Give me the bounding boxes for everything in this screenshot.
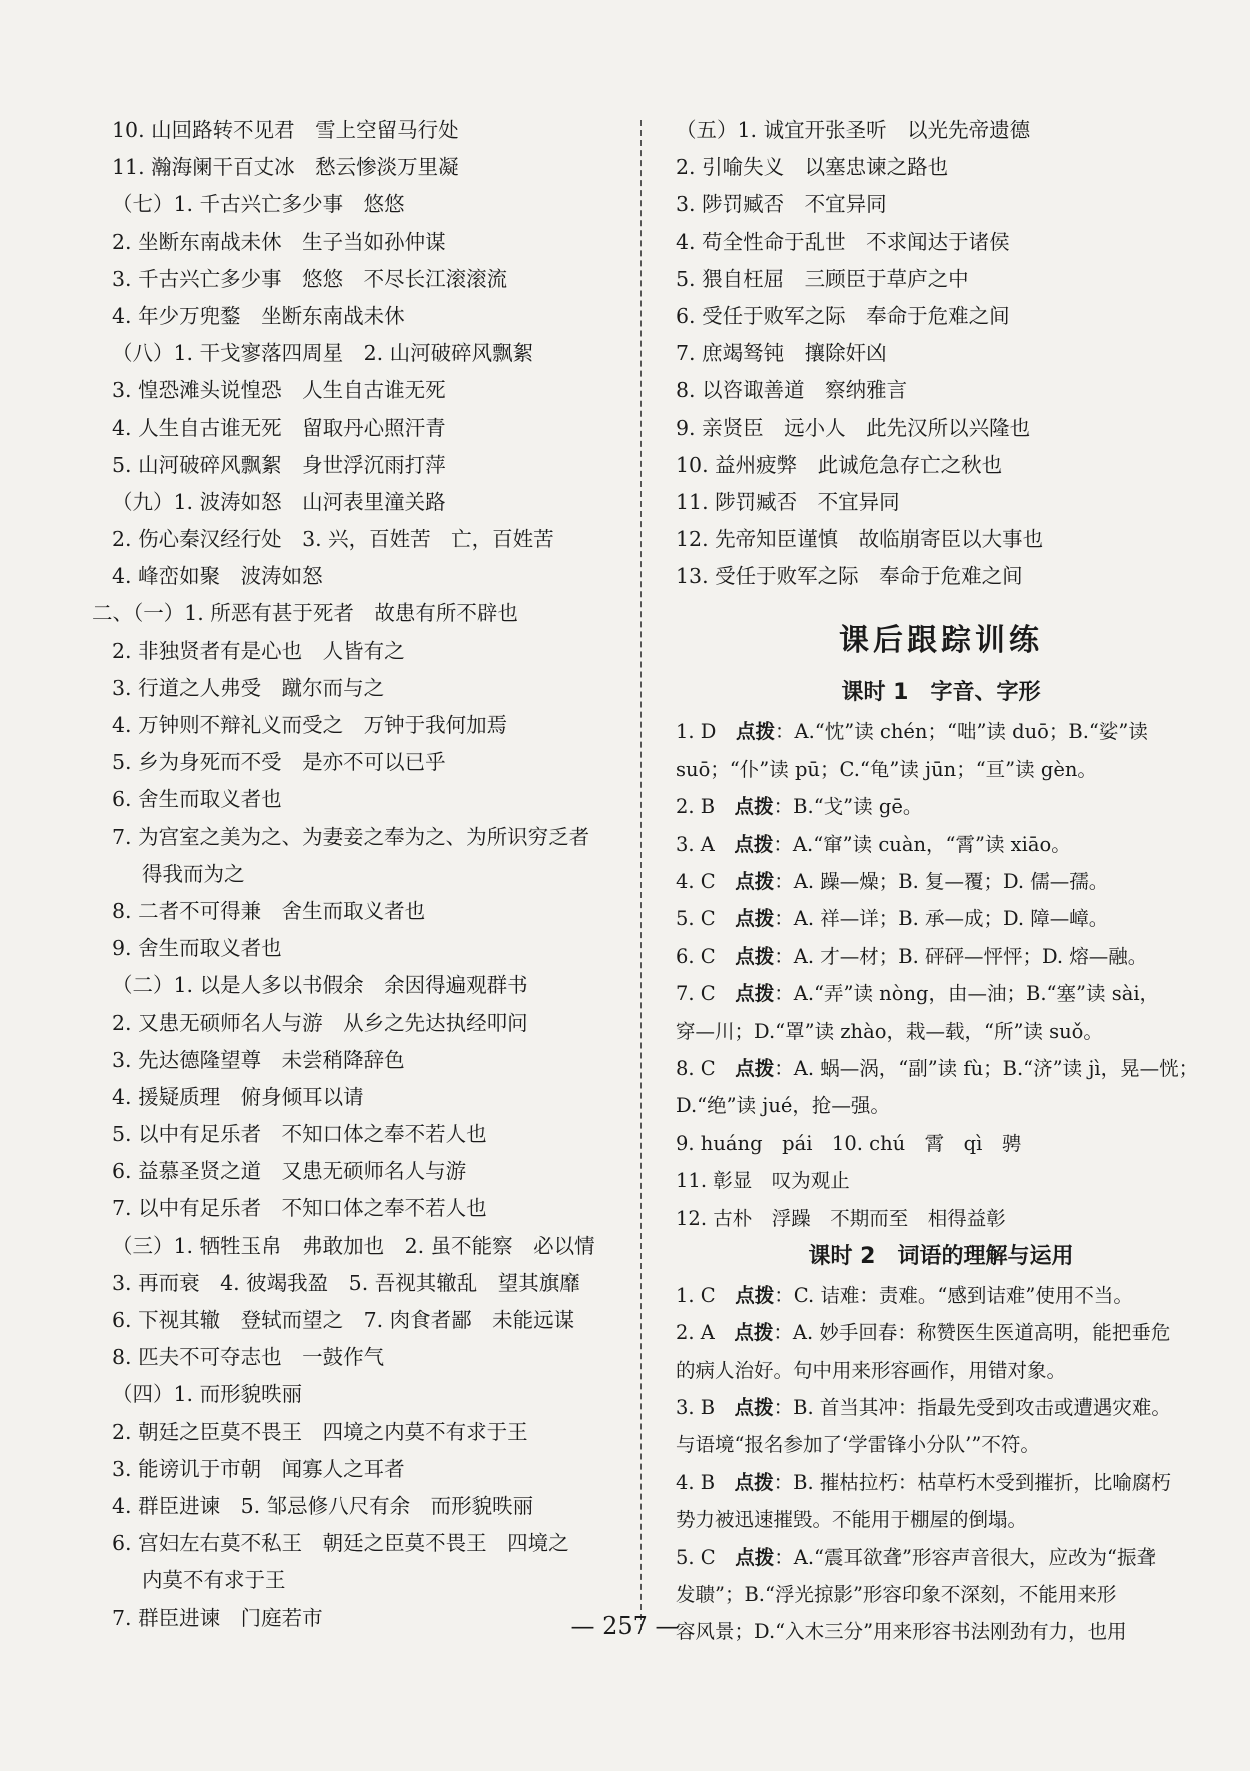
hint-text: ：B. 摧枯拉朽：枯草朽木受到摧折，比喻腐朽: [773, 1470, 1171, 1494]
answer-line: （八）1. 干戈寥落四周星 2. 山河破碎风飘絮: [112, 341, 534, 366]
answer-line: 3. 先达德隆望尊 未尝稍降辞色: [112, 1047, 405, 1072]
answer-line: 3. 再而衰 4. 彼竭我盈 5. 吾视其辙乱 望其旗靡: [112, 1270, 580, 1295]
answer-line: 5. 乡为身死而不受 是亦不可以已乎: [112, 750, 446, 775]
item-number: 1. C: [676, 1283, 716, 1307]
exercise-line: [676, 938, 1206, 975]
answer-line: 7. 以中有足乐者 不知口体之奉不若人也: [112, 1196, 487, 1221]
answer-line: 3. 能谤讥于市朝 闻寡人之耳者: [112, 1456, 405, 1481]
item-number: 3. B: [676, 1396, 716, 1420]
answer-line: 8. 以咨诹善道 察纳雅言: [676, 378, 908, 403]
answer-line: 得我而为之: [142, 861, 245, 886]
answer-line: 2. 伤心秦汉经行处 3. 兴，百姓苦 亡，百姓苦: [112, 527, 554, 552]
answer-line: （四）1. 而形貌昳丽: [112, 1382, 303, 1407]
exercise-line: [676, 1539, 1206, 1576]
exercise-line: [676, 1087, 1206, 1124]
exercise-line: [676, 900, 1206, 937]
answer-line: 4. 援疑质理 俯身倾耳以请: [112, 1084, 364, 1109]
exercise-line: [676, 788, 1206, 825]
hint-label: 点拨: [735, 944, 775, 968]
answer-line: 3. 惶恐滩头说惶恐 人生自古谁无死: [112, 378, 446, 403]
exercise-line: [676, 1125, 1206, 1162]
exercise-line: [676, 1200, 1206, 1237]
exercise-line: [676, 1352, 1206, 1389]
column-divider: [640, 120, 642, 1630]
right-column: [676, 112, 1206, 1651]
exercise-line: [676, 1277, 1206, 1314]
exercise-line: [676, 1576, 1206, 1613]
answer-line: 4. 峰峦如聚 波涛如怒: [112, 564, 323, 589]
hint-label: 点拨: [735, 982, 775, 1006]
answer-line: （九）1. 波涛如怒 山河表里潼关路: [112, 489, 446, 514]
hint-label: 点拨: [735, 720, 775, 744]
exercise-line: [676, 826, 1206, 863]
answer-line: 8. 匹夫不可夺志也 一鼓作气: [112, 1345, 385, 1370]
answer-line: 3. 陟罚臧否 不宜异同: [676, 192, 887, 217]
item-number: 8. C: [676, 1056, 716, 1080]
answer-line: 13. 受任于败军之际 奉命于危难之间: [676, 564, 1023, 589]
answer-line: 10. 山回路转不见君 雪上空留马行处: [112, 118, 459, 142]
answer-line: 6. 益慕圣贤之道 又患无硕师名人与游: [112, 1159, 467, 1184]
hint-text: ：B.“戈”读 gē。: [773, 795, 923, 819]
answer-line: 二、（一）1. 所恶有甚于死者 故患有所不辟也: [92, 601, 518, 626]
hint-label: 点拨: [734, 832, 774, 856]
answer-line: 10. 益州疲弊 此诚危急存亡之秋也: [676, 452, 1003, 477]
exercise-line: [676, 975, 1206, 1012]
hint-text: ：A.“忱”读 chén；“咄”读 duō；B.“娑”读: [774, 720, 1148, 744]
item-number: 4. B: [676, 1470, 716, 1494]
hint-text: ：A.“窜”读 cuàn，“霄”读 xiāo。: [773, 832, 1071, 856]
hint-text: 容风景；D.“入木三分”用来形容书法刚劲有力，也用: [676, 1620, 1127, 1644]
item-number: 9. huáng pái 10. chú 霄 qì 骋: [676, 1131, 1022, 1155]
item-number: 6. C: [676, 944, 716, 968]
answer-line: 6. 宫妇左右莫不私王 朝廷之臣莫不畏王 四境之: [112, 1531, 569, 1556]
answer-line: 2. 又患无硕师名人与游 从乡之先达执经叩问: [112, 1010, 528, 1035]
exercise-line: [676, 1314, 1206, 1351]
answer-line: 9. 亲贤臣 远小人 此先汉所以兴隆也: [676, 415, 1031, 440]
item-number: 2. A: [676, 1321, 715, 1345]
exercise-line: [676, 713, 1206, 750]
hint-label: 点拨: [735, 1545, 775, 1569]
answer-line: 7. 为宫室之美为之、为妻妾之奉为之、为所识穷乏者: [112, 824, 590, 849]
left-column: [92, 112, 637, 1637]
hint-text: ：A. 妙手回春：称赞医生医道高明，能把垂危: [773, 1321, 1171, 1345]
answer-line: 11. 瀚海阑干百丈冰 愁云惨淡万里凝: [112, 155, 459, 180]
hint-text: 发聩”；B.“浮光掠影”形容印象不深刻，不能用来形: [676, 1583, 1117, 1607]
answer-line: 4. 年少万兜鍪 坐断东南战未休: [112, 303, 405, 328]
answer-line: 9. 舍生而取义者也: [112, 936, 282, 961]
hint-label: 点拨: [735, 1283, 775, 1307]
answer-line: 6. 下视其辙 登轼而望之 7. 肉食者鄙 未能远谋: [112, 1308, 575, 1332]
answer-line: 2. 引喻失义 以塞忠谏之路也: [676, 155, 949, 180]
exercise-line: [676, 1050, 1206, 1087]
hint-label: 点拨: [734, 795, 774, 819]
item-number: 12. 古朴 浮躁 不期而至 相得益彰: [676, 1206, 1006, 1230]
answer-line: 7. 庶竭驽钝 攘除奸凶: [676, 341, 887, 366]
item-number: 3. A: [676, 832, 715, 856]
item-number: 7. C: [676, 982, 716, 1006]
answer-line: 内莫不有求于王: [142, 1568, 286, 1593]
item-number: 5. C: [676, 1545, 716, 1569]
hint-text: 的病人治好。句中用来形容画作，用错对象。: [676, 1358, 1067, 1382]
hint-text: ：B. 首当其冲：指最先受到攻击或遭遇灾难。: [773, 1396, 1171, 1420]
lesson2-title: 课时 2 词语的理解与运用: [808, 1243, 1074, 1269]
exercise-line: [676, 1426, 1206, 1463]
item-number: 1. D: [676, 720, 717, 744]
answer-line: 4. 群臣进谏 5. 邹忌修八尺有余 而形貌昳丽: [112, 1493, 534, 1518]
answer-line: 6. 舍生而取义者也: [112, 787, 282, 812]
exercise-line: [676, 1501, 1206, 1538]
answer-line: 4. 万钟则不辩礼义而受之 万钟于我何加焉: [112, 713, 508, 737]
hint-text: ：A. 祥—详；B. 承—成；D. 障—嶂。: [774, 907, 1109, 931]
answer-line: 3. 千古兴亡多少事 悠悠 不尽长江滚滚流: [112, 266, 508, 291]
answer-line: 4. 人生自古谁无死 留取丹心照汗青: [112, 415, 446, 440]
item-number: 5. C: [676, 907, 716, 931]
hint-text: D.“绝”读 jué，抢—强。: [676, 1094, 890, 1118]
hint-text: ：A.“弄”读 nòng，由—油；B.“塞”读 sài，: [774, 982, 1160, 1006]
hint-text: ：A. 蜗—涡，“副”读 fù；B.“济”读 jì，晃—恍；: [774, 1056, 1199, 1080]
item-number: 11. 彰显 叹为观止: [676, 1169, 850, 1193]
answer-line: 5. 猥自枉屈 三顾臣于草庐之中: [676, 266, 969, 291]
hint-text: 穿—川；D.“罩”读 zhào，栽—载，“所”读 suǒ。: [676, 1019, 1103, 1043]
exercise-line: [676, 863, 1206, 900]
answer-line: 2. 非独贤者有是心也 人皆有之: [112, 638, 405, 663]
hint-text: ：A. 躁—燥；B. 复—覆；D. 儒—孺。: [774, 870, 1109, 893]
hint-label: 点拨: [734, 1396, 774, 1420]
hint-label: 点拨: [734, 1470, 774, 1494]
answer-line: 4. 苟全性命于乱世 不求闻达于诸侯: [676, 229, 1010, 254]
exercise-line: [676, 1464, 1206, 1501]
answer-line: 6. 受任于败军之际 奉命于危难之间: [676, 303, 1010, 328]
answer-line: （三）1. 牺牲玉帛 弗敢加也 2. 虽不能察 必以情: [112, 1233, 595, 1258]
answer-line: （七）1. 千古兴亡多少事 悠悠: [112, 192, 405, 217]
hint-label: 点拨: [735, 907, 775, 931]
page-number: — 257 —: [570, 1612, 680, 1640]
item-number: 2. B: [676, 795, 716, 819]
answer-line: 8. 二者不可得兼 舍生而取义者也: [112, 898, 426, 923]
answer-line: 2. 朝廷之臣莫不畏王 四境之内莫不有求于王: [112, 1419, 528, 1444]
hint-text: ：C. 诘难：责难。“感到诘难”使用不当。: [774, 1283, 1133, 1307]
answer-line: 11. 陟罚臧否 不宜异同: [676, 489, 900, 514]
hint-text: suō；“仆”读 pū；C.“龟”读 jūn；“亘”读 gèn。: [676, 757, 1097, 781]
section-title: 课后跟踪训练: [839, 623, 1043, 659]
hint-text: ：A.“震耳欲聋”形容声音很大，应改为“振聋: [774, 1545, 1156, 1569]
answer-line: 5. 山河破碎风飘絮 身世浮沉雨打萍: [112, 452, 446, 477]
item-number: 4. C: [676, 870, 716, 893]
hint-label: 点拨: [735, 1056, 775, 1080]
answer-line: 2. 坐断东南战未休 生子当如孙仲谋: [112, 229, 446, 254]
exercise-line: [676, 1389, 1206, 1426]
exercise-line: [676, 1013, 1206, 1050]
hint-text: 势力被迅速摧毁。不能用于棚屋的倒塌。: [676, 1508, 1028, 1532]
hint-label: 点拨: [735, 870, 775, 893]
exercise-line: [676, 751, 1206, 788]
answer-line: （五）1. 诚宜开张圣听 以光先帝遗德: [676, 118, 1031, 142]
exercise-line: [676, 1162, 1206, 1199]
answer-line: 3. 行道之人弗受 蹴尔而与之: [112, 675, 385, 700]
answer-line: 12. 先帝知臣谨慎 故临崩寄臣以大事也: [676, 527, 1044, 552]
answer-line: （二）1. 以是人多以书假余 余因得遍观群书: [112, 973, 528, 998]
hint-label: 点拨: [734, 1321, 774, 1345]
hint-text: ：A. 才—材；B. 砰砰—怦怦；D. 熔—融。: [774, 944, 1148, 968]
answer-line: 5. 以中有足乐者 不知口体之奉不若人也: [112, 1122, 487, 1147]
hint-text: 与语境“报名参加了‘学雷锋小分队’”不符。: [676, 1433, 1040, 1457]
answer-line: 7. 群臣进谏 门庭若市: [112, 1605, 323, 1630]
lesson1-title: 课时 1 字音、字形: [841, 680, 1041, 706]
